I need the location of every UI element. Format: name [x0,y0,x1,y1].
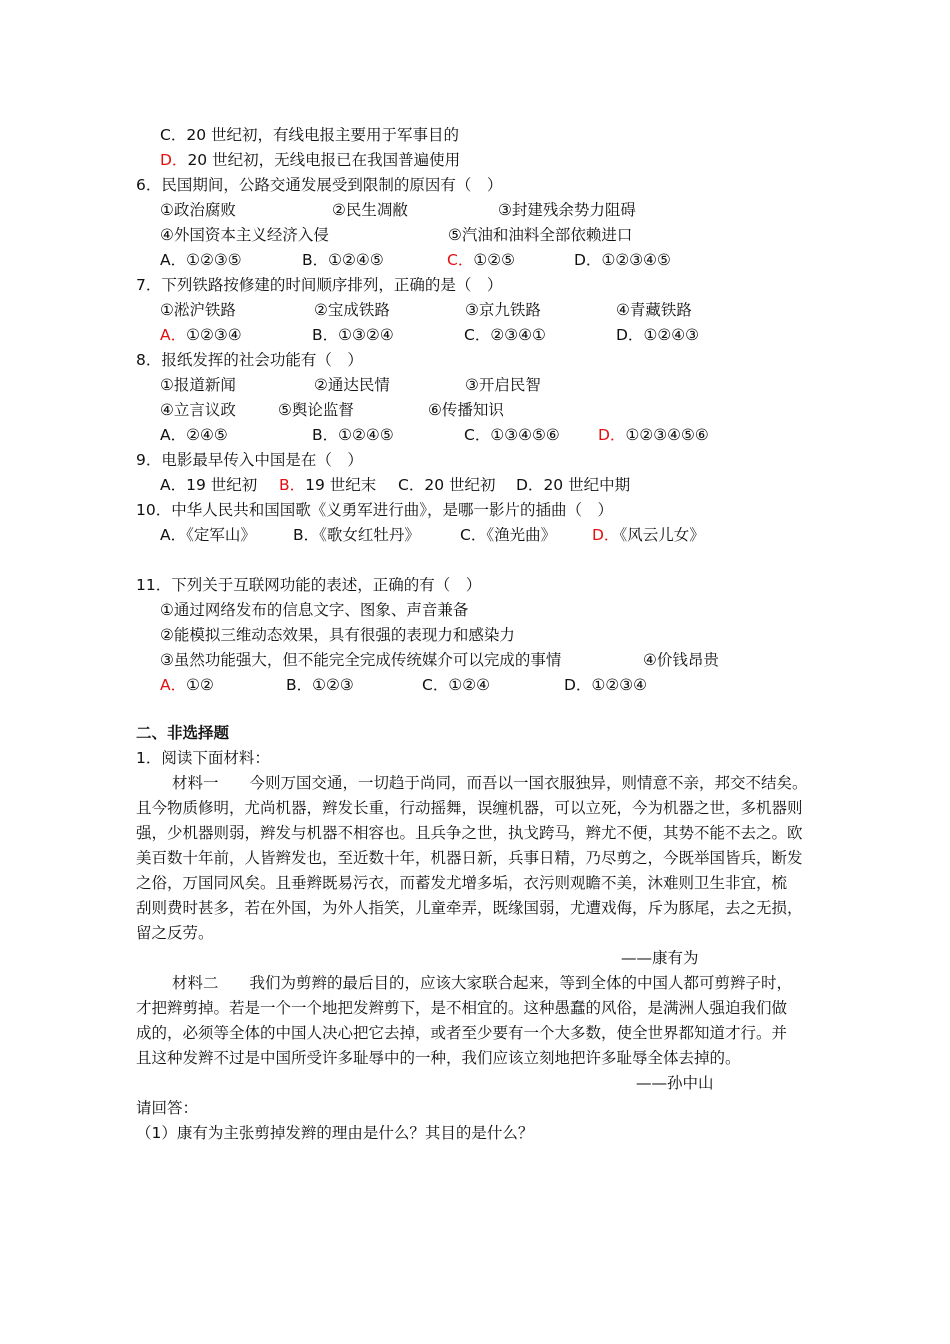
material2-line: 材料二 我们为剪辫的最后目的，应该大家联合起来，等到全体的中国人都可剪辫子时， [172,974,793,992]
material1-line: 之俗，万国同风矣。且垂辫既易污衣，而蓄发尤增多垢，衣污则观瞻不美，沐难则卫生非宜，梳 [136,874,788,892]
q9-option-a [160,474,257,496]
q9-option-c [398,474,495,496]
q7-option-a [160,324,242,346]
option-text: 《定军山》 [186,526,256,544]
q11-option-d [564,674,647,696]
option-text: B． [312,326,339,344]
q7-option-b [312,324,394,346]
q8-item: ⑥传播知识 [428,401,504,419]
subquestion-1: （1）康有为主张剪掉发辫的理由是什么？其目的是什么？ [136,1124,534,1142]
q9-option-b [279,474,376,496]
q8-option-a [160,424,228,446]
material1-line: 美百数十年前，人皆辫发也，至近数十年，机器日新，兵事日精，乃尽剪之，今既举国皆兵，断发 [136,849,803,867]
q6-option-a [160,249,242,271]
option-text: B． [293,526,320,544]
option-text: ①②⑤ [473,251,516,269]
option-text: ①② [186,676,214,694]
option-text: D． [574,251,602,269]
q11-option-a [160,674,214,696]
q9-option-d [516,474,630,496]
q6-item: ①政治腐败 [160,201,236,219]
option-text: D． [564,676,592,694]
material1-line: 且今物质修明，尤尚机器，辫发长重，行动摇舞，误缠机器，可以立死，今为机器之世，多机器则 [136,799,803,817]
q6-item: ③封建残余势力阻碍 [498,201,636,219]
q1-stem: 1．阅读下面材料： [136,749,270,767]
q6-option-b [302,249,384,271]
q9-stem: 9．电影最早传入中国是在（ ） [136,451,363,469]
option-text: ②④⑤ [186,426,228,444]
section-title: 二、非选择题 [136,724,230,742]
option-text: 19 世纪末 [305,476,377,494]
option-text: D． [616,326,644,344]
material2-author: ——孙中山 [636,1074,714,1092]
q11-option-b [286,674,354,696]
q7-item: ④青藏铁路 [616,301,692,319]
material1-author: ——康有为 [621,949,699,967]
q10-option-b [293,524,420,546]
answer-letter: B． [279,476,306,494]
q7-option-c [464,324,546,346]
q6-stem: 6．民国期间，公路交通发展受到限制的原因有（ ） [136,176,503,194]
option-text: C． [422,676,449,694]
q11-item: ②能模拟三维动态效果，具有很强的表现力和感染力 [160,626,515,644]
q8-item: ③开启民智 [465,376,541,394]
option-text: ①②④ [448,676,491,694]
option-text: 20 世纪中期 [543,476,631,494]
q6-item: ②民生凋敝 [332,201,408,219]
q11-item: ①通过网络发布的信息文字、图象、声音兼备 [160,601,469,619]
q8-item: ⑤舆论监督 [278,401,354,419]
answer-letter: A． [160,676,187,694]
option-text: A． [160,251,187,269]
option-text: 19 世纪初 [186,476,258,494]
q11-stem: 11．下列关于互联网功能的表述，正确的有（ ） [136,576,482,594]
q8-stem: 8．报纸发挥的社会功能有（ ） [136,351,363,369]
q11-item: ④价钱昂贵 [643,651,719,669]
material1-line: 刮则费时甚多，若在外国，为外人指笑，儿童牵弄，既缘国弱，尤遭戏侮，斥为豚尾，去之无损， [136,899,803,917]
material1-line: 强，少机器则弱，辫发与机器不相容也。且兵争之世，执戈跨马，辫尤不便，其势不能不去之。欧 [136,824,803,842]
material1-line: 留之反劳。 [136,924,214,942]
option-text: C． [460,526,487,544]
option-text: 《歌女红牡丹》 [319,526,420,544]
q5-option-d: D．20 世纪初，无线电报已在我国普遍使用 [160,151,461,169]
q7-option-d [616,324,699,346]
material1-line: 材料一 今则万国交通，一切趋于尚同，而吾以一国衣服独异，则情意不亲，邦交不结矣。 [172,774,808,792]
answer-prompt: 请回答： [136,1099,199,1117]
option-text: 20 世纪初 [424,476,496,494]
option-text: ①②③ [312,676,354,694]
q10-stem: 10．中华人民共和国国歌《义勇军进行曲》，是哪一影片的插曲（ ） [136,501,613,519]
option-text: 《渔光曲》 [486,526,557,544]
option-text: ①②③④⑤⑥ [625,426,709,444]
option-text: ①②③④ [591,676,648,694]
option-text: ①②④⑤ [338,426,394,444]
q11-option-c [422,674,490,696]
q8-option-c [464,424,560,446]
q7-stem: 7．下列铁路按修建的时间顺序排列，正确的是（ ） [136,276,503,294]
option-text: B． [286,676,313,694]
q6-option-c [447,249,515,271]
option-text: ①③④⑤⑥ [490,426,560,444]
option-text: 《风云儿女》 [619,526,705,544]
material2-line: 才把辫剪掉。若是一个一个地把发辫剪下，是不相宜的。这种愚蠢的风俗，是满洲人强迫我们做 [136,999,788,1017]
q8-option-d [598,424,709,446]
option-text: ①②④③ [643,326,700,344]
q6-item: ④外国资本主义经济入侵 [160,226,329,244]
option-text: ①③②④ [338,326,394,344]
answer-letter: D． [160,151,188,169]
q7-item: ③京九铁路 [465,301,541,319]
option-text: B． [302,251,329,269]
option-text: C． [464,426,491,444]
q5-option-c: C．20 世纪初，有线电报主要用于军事目的 [160,126,459,144]
option-text: ①②③⑤ [186,251,242,269]
option-text: A． [160,426,187,444]
material2-line: 且这种发辫不过是中国所受许多耻辱中的一种，我们应该立刻地把许多耻辱全体去掉的。 [136,1049,741,1067]
q8-option-b [312,424,394,446]
option-text: B． [312,426,339,444]
q10-option-c [460,524,556,546]
q7-item: ②宝成铁路 [314,301,390,319]
answer-letter: D． [598,426,626,444]
q7-item: ①淞沪铁路 [160,301,236,319]
option-text: A． [160,526,187,544]
material2-line: 成的，必须等全体的中国人决心把它去掉，或者至少要有一个大多数，使全世界都知道才行。并 [136,1024,788,1042]
q6-item: ⑤汽油和油料全部依赖进口 [448,226,633,244]
q8-item: ④立言议政 [160,401,236,419]
q8-item: ②通达民情 [314,376,390,394]
answer-letter: C． [447,251,474,269]
q8-item: ①报道新闻 [160,376,236,394]
option-text: A． [160,476,187,494]
option-text: C． [398,476,425,494]
option-text: C． [464,326,491,344]
q6-option-d [574,249,671,271]
option-text: D． [516,476,544,494]
option-text: ①②③④ [186,326,242,344]
q11-item: ③虽然功能强大，但不能完全完成传统媒介可以完成的事情 [160,651,562,669]
q10-option-a [160,524,256,546]
option-text: ①②④⑤ [328,251,384,269]
answer-letter: A． [160,326,187,344]
option-text: ①②③④⑤ [601,251,671,269]
option-text: ②③④① [490,326,546,344]
q10-option-d [592,524,705,546]
answer-letter: D． [592,526,620,544]
